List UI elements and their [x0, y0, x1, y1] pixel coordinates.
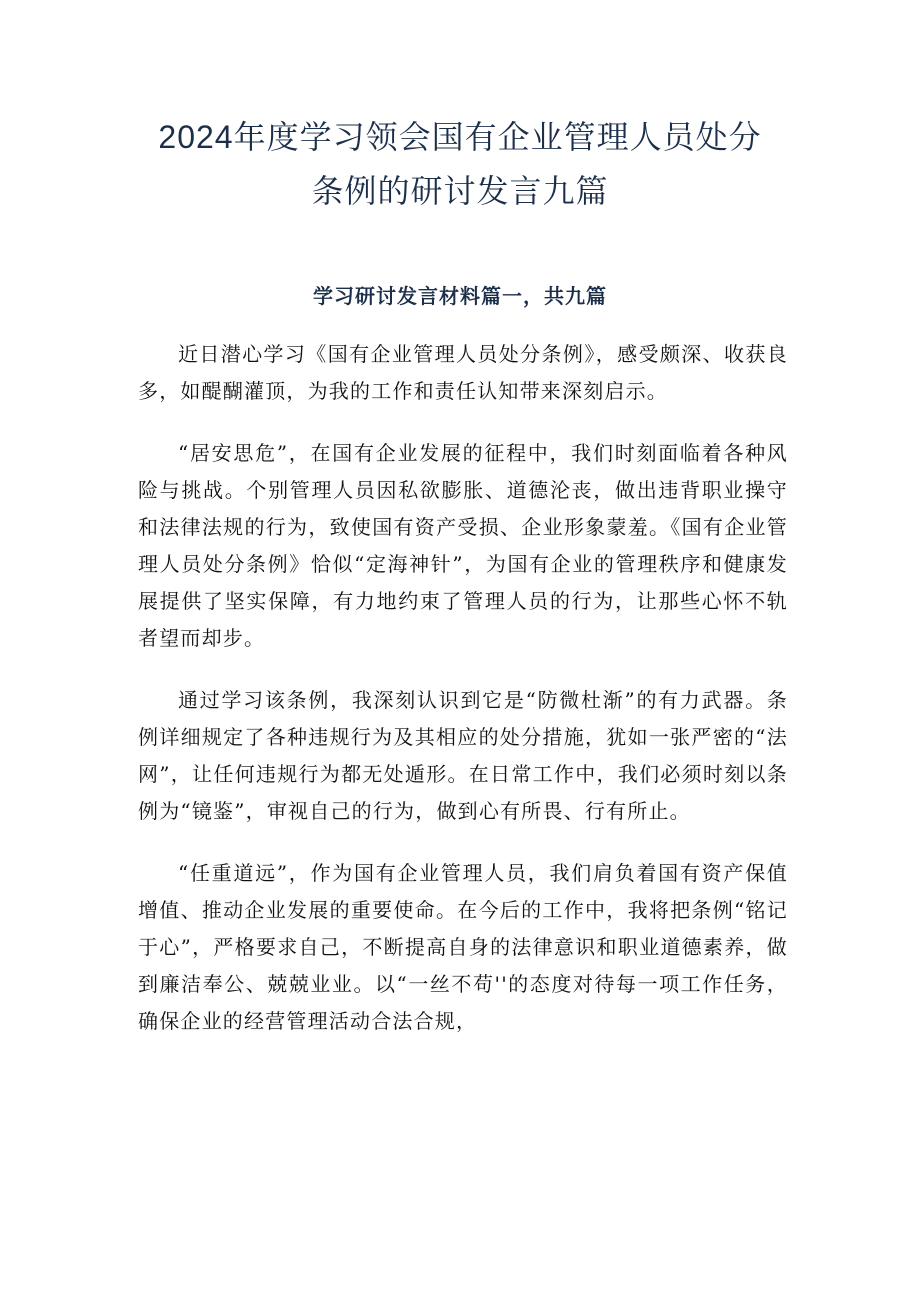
section-heading: 学习研讨发言材料篇一，共九篇 — [313, 284, 607, 308]
document-title — [0, 110, 920, 218]
paragraph: 通过学习该条例，我深刻认识到它是“防微杜渐”的有力武器。条例详细规定了各种违规行为及其相应的处分措施，犹如一张严密的“法网”，让任何违规行为都无处遁形。在日常工作中，我们必须时刻以条例为“镜鉴”，审视自己的行为，做到心有所畏、行有所止。 — [138, 688, 788, 823]
document-title-line-1: 2024年度学习领会国有企业管理人员处分 — [158, 119, 762, 155]
paragraph: “任重道远”，作为国有企业管理人员，我们肩负着国有资产保值增值、推动企业发展的重要使命。在今后的工作中，我将把条例“铭记于心”，严格要求自己，不断提高自身的法律意识和职业道德素养，做到廉洁奉公、兢兢业业。以“一丝不苟''的态度对待每一项工作任务，确保企业的经营管理活动合法合规， — [138, 861, 788, 1033]
document-body — [138, 336, 788, 1065]
paragraph: “居安思危”，在国有企业发展的征程中，我们时刻面临着各种风险与挑战。个别管理人员因私欲膨胀、道德沦丧，做出违背职业操守和法律法规的行为，致使国有资产受损、企业形象蒙羞。《国有企业管理人员处分条例》恰似“定海神针”，为国有企业的管理秩序和健康发展提供了坚实保障，有力地约束了管理人员的行为，让那些心怀不轨者望而却步。 — [138, 441, 788, 650]
document-title-line-2: 条例的研讨发言九篇 — [311, 173, 609, 209]
paragraph: 近日潜心学习《国有企业管理人员处分条例》，感受颇深、收获良多，如醍醐灌顶，为我的工作和责任认知带来深刻启示。 — [138, 342, 788, 403]
